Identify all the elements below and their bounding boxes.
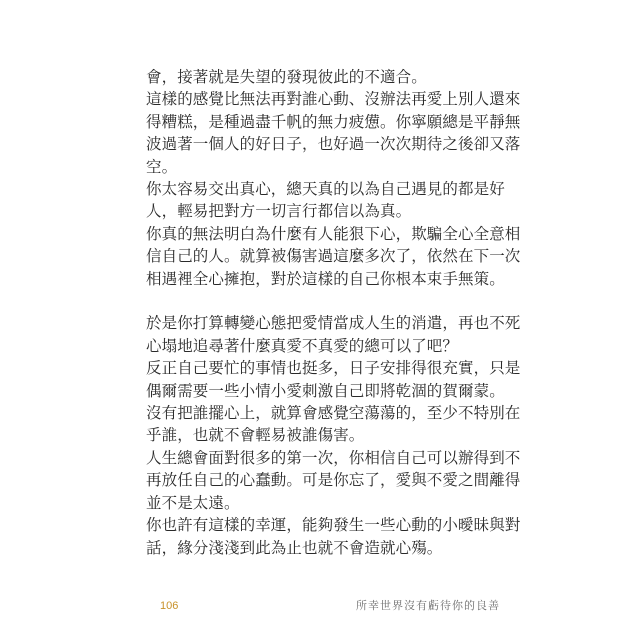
- text-line: 波過著一個人的好日子，也好過一次次期待之後卻又落: [146, 135, 521, 154]
- text-line: 偶爾需要一些小情小愛刺激自己即將乾涸的賀爾蒙。: [146, 381, 505, 400]
- text-line: 你也許有這樣的幸運，能夠發生一些心動的小曖昧與對: [146, 516, 521, 535]
- text-line: 話，緣分淺淺到此為止也就不會造就心殤。: [146, 538, 443, 557]
- running-title: 所幸世界沒有虧待你的良善: [356, 599, 500, 612]
- text-line: 得糟糕，是種過盡千帆的無力疲憊。你寧願總是平靜無: [146, 112, 521, 131]
- text-line: 於是你打算轉變心態把愛情當成人生的消遣，再也不死: [146, 314, 521, 333]
- text-line: 沒有把誰擺心上，就算會感覺空蕩蕩的，至少不特別在: [146, 404, 521, 423]
- text-line: 信自己的人。就算被傷害過這麼多次了，依然在下一次: [146, 247, 521, 266]
- text-line: 會，接著就是失望的發現彼此的不適合。: [146, 68, 427, 86]
- text-line: 乎誰，也就不會輕易被誰傷害。: [146, 426, 365, 445]
- text-line: 並不是太遠。: [146, 493, 240, 512]
- text-line: 這樣的感覺比無法再對誰心動、沒辦法再愛上別人還來: [146, 90, 521, 109]
- text-line: 相遇裡全心擁抱，對於這樣的自己你根本束手無策。: [146, 269, 505, 288]
- text-line: 你太容易交出真心，總天真的以為自己遇見的都是好: [146, 180, 505, 199]
- page-number: 106: [160, 600, 179, 612]
- text-line: 人，輕易把對方一切言行都信以為真。: [146, 202, 412, 221]
- text-line: 你真的無法明白為什麼有人能狠下心，欺騙全心全意相: [146, 224, 521, 243]
- text-line: 心塌地追尋著什麼真愛不真愛的總可以了吧？: [146, 336, 459, 355]
- text-line: 人生總會面對很多的第一次，你相信自己可以辦得到不: [146, 448, 521, 467]
- text-line: 空。: [146, 157, 178, 176]
- page-footer: [160, 596, 500, 616]
- text-line: 再放任自己的心蠢動。可是你忘了，愛與不愛之間離得: [146, 471, 521, 490]
- text-line: 反正自己要忙的事情也挺多，日子安排得很充實，只是: [146, 359, 521, 378]
- body-text: [146, 66, 521, 559]
